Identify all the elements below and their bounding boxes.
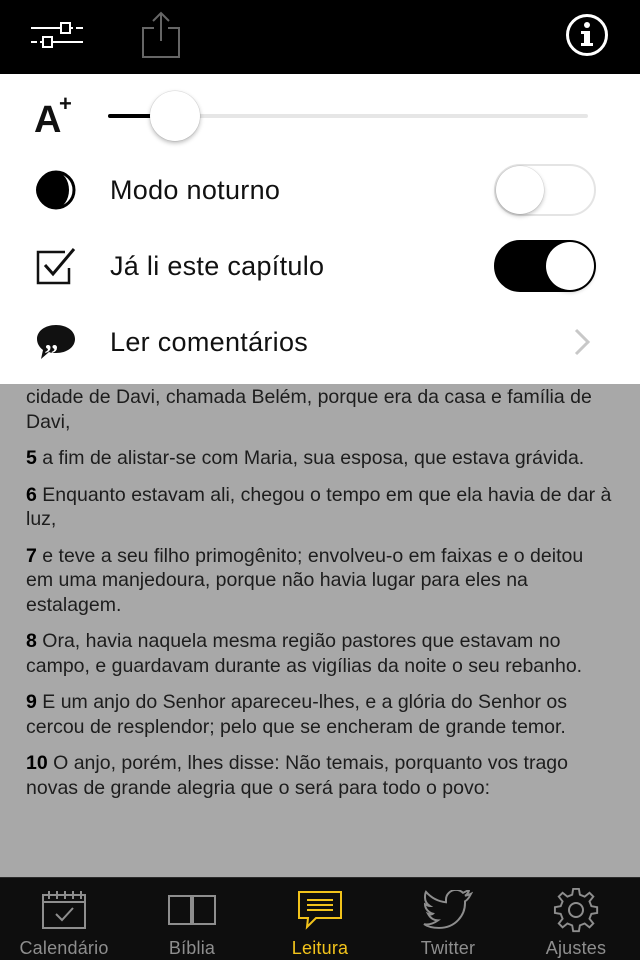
tab-reading[interactable] xyxy=(256,878,384,960)
verse xyxy=(26,544,614,618)
svg-text:A: A xyxy=(34,99,62,136)
tab-settings[interactable] xyxy=(512,878,640,960)
tab-bible[interactable] xyxy=(128,878,256,960)
verse-text: Ora, havia naquela mesma região pastores que estavam no campo, e guardavam durante as vigílias da noite o seu rebanho. xyxy=(26,630,583,677)
checkbox-icon xyxy=(30,240,82,292)
chat-bubble-icon xyxy=(295,888,345,932)
reading-settings-panel xyxy=(0,74,640,384)
tab-label: Leitura xyxy=(291,938,349,958)
verse-number: 8 xyxy=(26,630,37,652)
reading-settings-button[interactable] xyxy=(26,10,88,64)
verse xyxy=(26,446,614,471)
verse-text: Enquanto estavam ali, chegou o tempo em que ela havia de dar à luz, xyxy=(26,483,612,530)
info-icon xyxy=(565,13,609,62)
verse-number: 9 xyxy=(26,691,37,713)
calendar-icon xyxy=(39,888,89,932)
comments-row[interactable] xyxy=(0,304,640,380)
verse xyxy=(26,483,614,532)
night-mode-row[interactable] xyxy=(0,152,640,228)
font-size-icon xyxy=(30,89,82,141)
verse-number: 7 xyxy=(26,544,37,567)
twitter-bird-icon xyxy=(423,888,473,932)
verse-number: 5 xyxy=(26,447,37,469)
top-toolbar xyxy=(0,0,640,74)
font-size-row xyxy=(0,74,640,156)
verse-text: E um anjo do Senhor apareceu-lhes, e a glória do Senhor os cercou de resplendor; pelo que se encheram de grande temor. xyxy=(26,691,567,738)
tab-twitter[interactable] xyxy=(384,878,512,960)
quote-bubble-icon xyxy=(30,316,82,368)
night-mode-toggle-thumb xyxy=(496,166,544,214)
svg-text:+: + xyxy=(59,94,72,116)
font-size-slider[interactable] xyxy=(108,114,588,118)
verse-text: a fim de alistar-se com Maria, sua esposa, que estava grávida. xyxy=(36,447,585,469)
tab-bar xyxy=(0,877,640,960)
font-size-slider-knob[interactable] xyxy=(150,91,200,141)
share-icon xyxy=(141,11,181,64)
verse-text: O anjo, porém, lhes disse: Não temais, porquanto vos trago novas de grande alegria que o será para todo o povo: xyxy=(26,752,568,799)
gear-icon xyxy=(551,888,601,932)
night-mode-label: Modo noturno xyxy=(110,175,281,205)
comments-label: Ler comentários xyxy=(110,327,309,357)
tab-label: Ajustes xyxy=(545,938,607,958)
chapter-read-toggle[interactable] xyxy=(494,240,596,292)
night-mode-toggle[interactable] xyxy=(494,164,596,216)
verse xyxy=(26,690,614,739)
info-button[interactable] xyxy=(560,10,614,64)
verse xyxy=(26,629,614,678)
chapter-read-label: Já li este capítulo xyxy=(110,251,325,281)
tab-label: Calendário xyxy=(19,938,109,958)
verse xyxy=(26,751,614,800)
book-icon xyxy=(167,888,217,932)
tab-label: Twitter xyxy=(420,938,476,958)
chevron-right-icon xyxy=(568,328,596,356)
half-moon-icon xyxy=(30,164,82,216)
verse-continuation: cidade de Davi, chamada Belém, porque era da casa e família de Davi, xyxy=(26,386,592,433)
tab-label: Bíblia xyxy=(168,938,216,958)
verse-number: 6 xyxy=(26,483,37,506)
share-button[interactable] xyxy=(134,10,188,64)
chapter-read-toggle-thumb xyxy=(546,242,594,290)
reading-settings-icon xyxy=(29,20,85,55)
verse-number: 10 xyxy=(26,752,48,774)
svg-text:,,: ,, xyxy=(45,326,58,355)
verse-text: e teve a seu filho primogênito; envolveu-o em faixas e o deitou em uma manjedoura, porque não havia lugar para eles na estalagem. xyxy=(26,544,584,616)
reading-text-area[interactable] xyxy=(0,384,640,877)
tab-calendar[interactable] xyxy=(0,878,128,960)
chapter-read-row[interactable] xyxy=(0,228,640,304)
